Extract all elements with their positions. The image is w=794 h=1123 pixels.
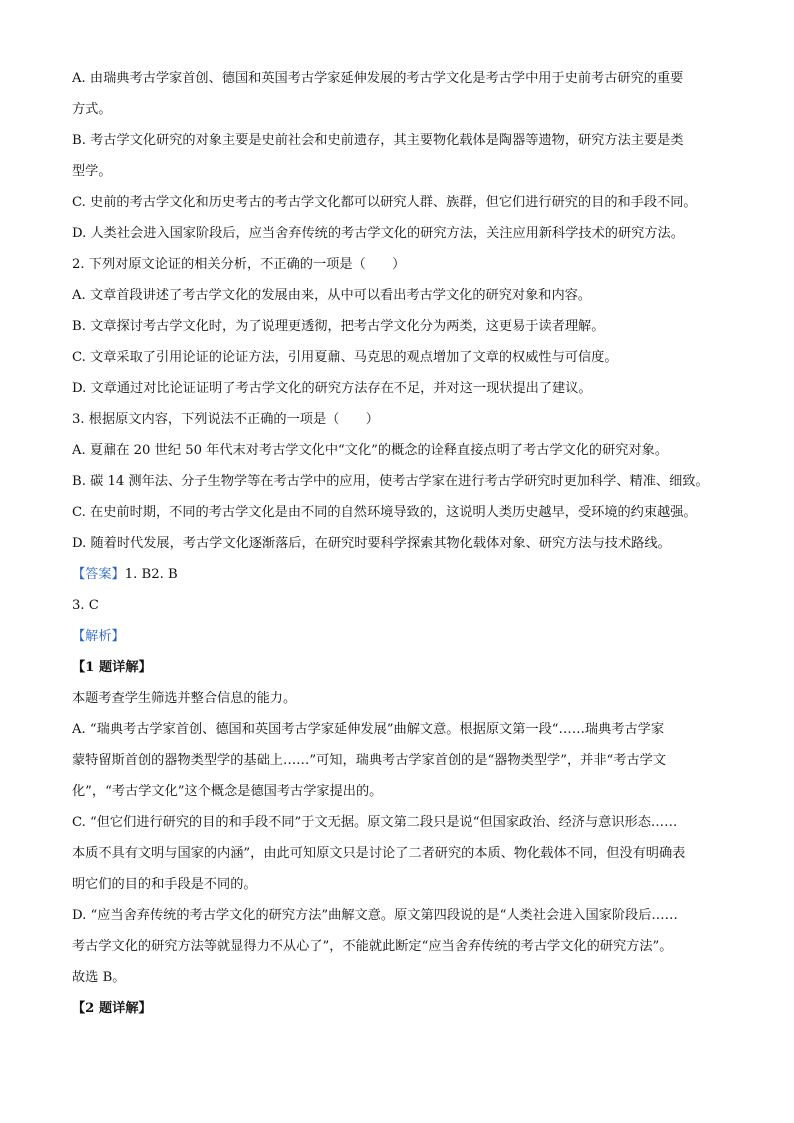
question-2-stem: 2. 下列对原文论证的相关分析，不正确的一项是（ ） (72, 257, 406, 272)
question-3-stem: 3. 根据原文内容，下列说法不正确的一项是（ ） (72, 412, 379, 427)
document-page (72, 63, 724, 1024)
answer-label: 【答案】 (72, 567, 125, 582)
analysis-label: 【解析】 (72, 629, 125, 644)
detail-1-label: 【1 题详解】 (72, 660, 152, 675)
option-3a: A. 夏鼐在 20 世纪 50 年代末对考古学文化中“文化”的概念的诠释直接点明了考古学文化的研究对象。 (72, 443, 669, 458)
detail-line: C. “但它们进行研究的目的和手段不同”于文无据。原文第二段只是说“但国家政治、经济与意识形态…… (72, 815, 678, 830)
detail-line: 故选 B。 (72, 970, 126, 985)
detail-line: D. “应当舍弃传统的考古学文化的研究方法”曲解文意。原文第四段说的是“人类社会进入国家阶段后…… (72, 908, 678, 923)
option-1d: D. 人类社会进入国家阶段后，应当舍弃传统的考古学文化的研究方法，关注应用新科学技术的研究方法。 (72, 226, 684, 241)
option-2c: C. 文章采取了引用论证的论证方法，引用夏鼐、马克思的观点增加了文章的权威性与可信度。 (72, 350, 618, 365)
detail-line: 本题考查学生筛选并整合信息的能力。 (72, 691, 297, 706)
detail-line: 考古学文化的研究方法等就显得力不从心了”，不能就此断定“应当舍弃传统的考古学文化的研究方法”。 (72, 939, 673, 954)
detail-line: 蒙特留斯首创的器物类型学的基础上……”可知，瑞典考古学家首创的是“器物类型学”，并非“考古学文 (72, 753, 667, 768)
option-1a-line1: A. 由瑞典考古学家首创、德国和英国考古学家延伸发展的考古学文化是考古学中用于史前考古研究的重要 (72, 71, 684, 86)
option-3c: C. 在史前时期，不同的考古学文化是由不同的自然环境导致的，这说明人类历史越早，受环境的约束越强。 (72, 505, 697, 520)
option-3b: B. 碳 14 测年法、分子生物学等在考古学中的应用，使考古学家在进行考古学研究时更加科学、精准、细致。 (72, 474, 709, 489)
option-2b: B. 文章探讨考古学文化时，为了说理更透彻，把考古学文化分为两类，这更易于读者理解。 (72, 319, 605, 334)
detail-line: A. “瑞典考古学家首创、德国和英国考古学家延伸发展”曲解文意。根据原文第一段“……瑞典考古学家 (72, 722, 665, 737)
option-1c: C. 史前的考古学文化和历史考古的考古学文化都可以研究人群、族群，但它们进行研究的目的和手段不同。 (72, 195, 697, 210)
detail-line: 本质不具有文明与国家的内涵”，由此可知原文只是讨论了二者研究的本质、物化载体不同，但没有明确表 (72, 846, 686, 861)
option-1b-line2: 型学。 (72, 164, 112, 179)
detail-line: 化”，“考古学文化”这个概念是德国考古学家提出的。 (72, 784, 383, 799)
answer-value: 1. B2. B (124, 567, 178, 582)
option-1a-line2: 方式。 (72, 102, 112, 117)
detail-2-label: 【2 题详解】 (72, 1001, 152, 1016)
answer-line-2: 3. C (72, 598, 99, 613)
option-3d: D. 随着时代发展，考古学文化逐渐落后，在研究时要科学探索其物化载体对象、研究方法与技术路线。 (72, 536, 671, 551)
option-1b-line1: B. 考古学文化研究的对象主要是史前社会和史前遗存，其主要物化载体是陶器等遗物，研究方法主要是类 (72, 133, 684, 148)
option-2a: A. 文章首段讲述了考古学文化的发展由来，从中可以看出考古学文化的研究对象和内容。 (72, 288, 592, 303)
option-2d: D. 文章通过对比论证证明了考古学文化的研究方法存在不足，并对这一现状提出了建议。 (72, 381, 592, 396)
detail-line: 明它们的目的和手段是不同的。 (72, 877, 257, 892)
answer-line (72, 559, 724, 590)
